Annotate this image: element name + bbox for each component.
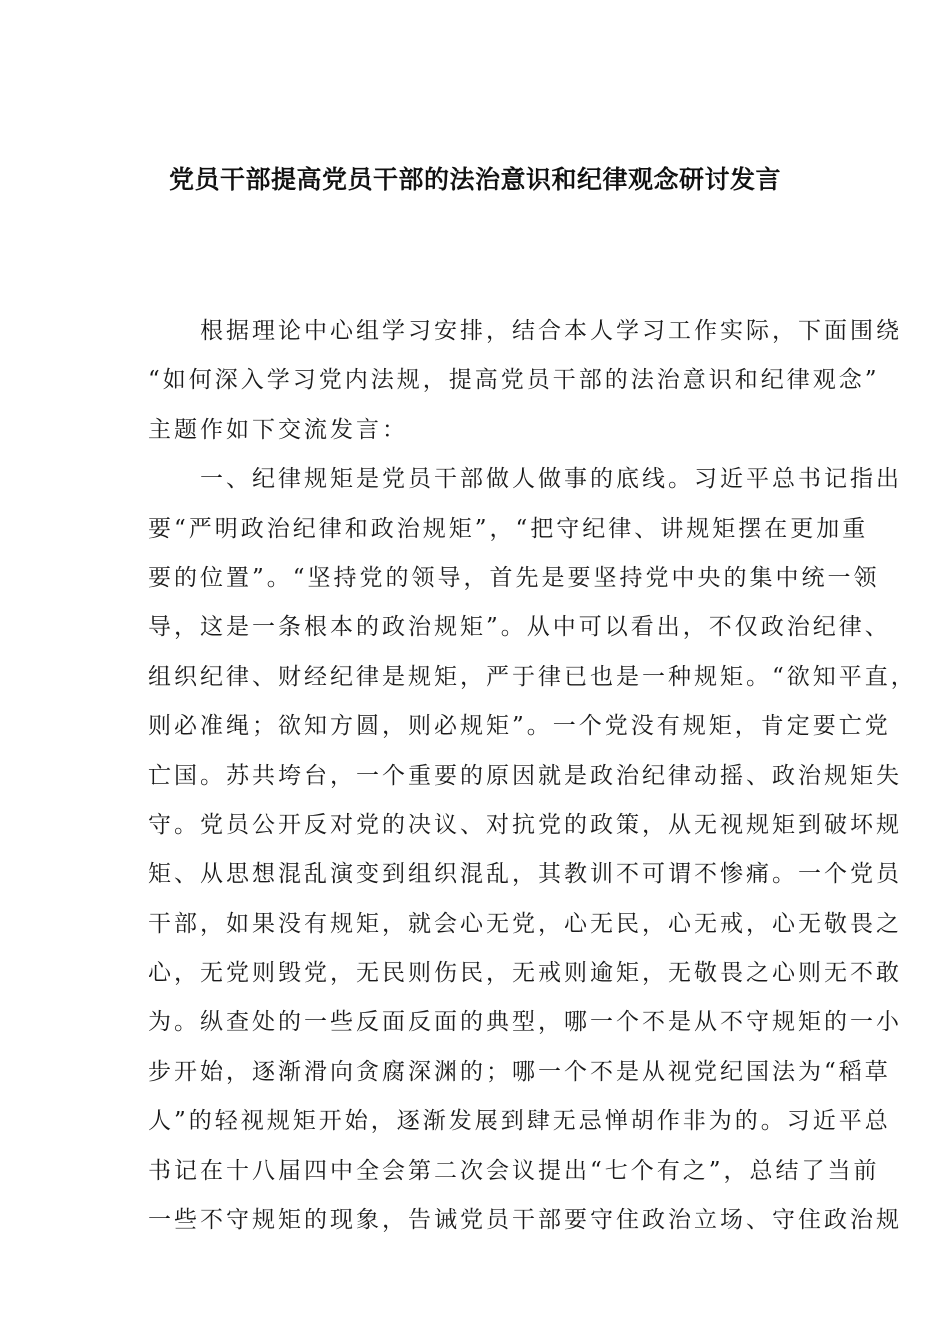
paragraph-line: 导，这是一条根本的政治规矩”。从中可以看出，不仅政治纪律、 — [148, 614, 891, 641]
paragraph-line: 书记在十八届四中全会第二次会议提出“七个有之”，总结了当前 — [148, 1157, 880, 1184]
paragraph-line: 守。党员公开反对党的决议、对抗党的政策，从无视规矩到破坏规 — [148, 811, 902, 838]
paragraph-line: 根据理论中心组学习安排，结合本人学习工作实际，下面围绕 — [148, 318, 902, 344]
paragraph-line: 要“严明政治纪律和政治规矩”，“把守纪律、讲规矩摆在更加重 — [148, 515, 869, 542]
paragraph-line: 心，无党则毁党，无民则伤民，无戒则逾矩，无敬畏之心则无不敢 — [148, 960, 902, 987]
document-body — [148, 308, 917, 1246]
paragraph-line: 要的位置”。“坚持党的领导，首先是要坚持党中央的集中统一领 — [148, 564, 880, 591]
paragraph-line: 一些不守规矩的现象，告诫党员干部要守住政治立场、守住政治规 — [148, 1207, 902, 1234]
paragraph-line: 为。纵查处的一些反面反面的典型，哪一个不是从不守规矩的一小 — [148, 1009, 902, 1036]
paragraph-line: 亡国。苏共垮台，一个重要的原因就是政治纪律动摇、政治规矩失 — [148, 762, 902, 789]
paragraph-line: 干部，如果没有规矩，就会心无党，心无民，心无戒，心无敬畏之 — [148, 910, 902, 937]
paragraph-line: 主题作如下交流发言： — [148, 416, 408, 443]
paragraph-line: “如何深入学习党内法规，提高党员干部的法治意识和纪律观念” — [148, 367, 880, 394]
paragraph-line: 矩、从思想混乱演变到组织混乱，其教训不可谓不惨痛。一个党员 — [148, 861, 902, 888]
paragraph-line: 人”的轻视规矩开始，逐渐发展到肆无忌惮胡作非为的。习近平总 — [148, 1108, 891, 1135]
paragraph-line: 组织纪律、财经纪律是规矩，严于律已也是一种规矩。“欲知平直， — [148, 663, 917, 690]
paragraph-line: 一、纪律规矩是党员干部做人做事的底线。习近平总书记指出 — [148, 466, 902, 493]
document-title: 党员干部提高党员干部的法治意识和纪律观念研讨发言 — [168, 165, 781, 194]
paragraph-line: 步开始，逐渐滑向贪腐深渊的；哪一个不是从视党纪国法为“稻草 — [148, 1058, 891, 1085]
paragraph-line: 则必准绳；欲知方圆，则必规矩”。一个党没有规矩，肯定要亡党 — [148, 713, 891, 740]
